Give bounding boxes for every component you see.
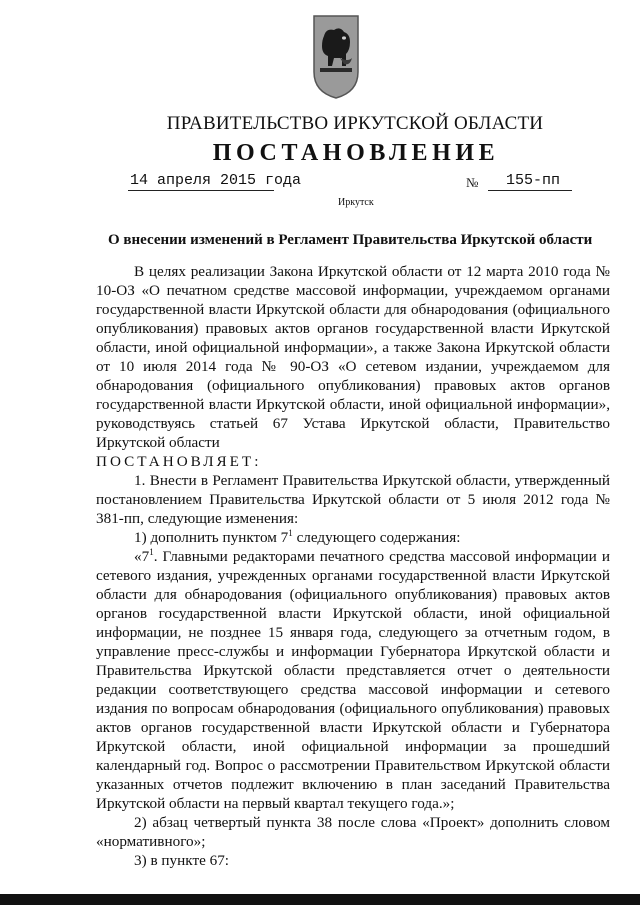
- document-number: 155-пп: [506, 172, 561, 189]
- date-underline: [128, 190, 274, 191]
- item-1-1-paragraph: [96, 528, 610, 547]
- preamble-paragraph: В целях реализации Закона Иркутской области от 12 марта 2010 года № 10-ОЗ «О печатном средстве массовой информации, учреждаемом органами государственной власти Иркутской области для обнародования (официального опубликования) правовых актов органов государственной власти Иркутской области, иной официальной информации», а также Закона Иркутской области от 10 июля 2014 года № 90-ОЗ «О сетевом издании, учреждаемом для обнародования (официального опубликования) правовых актов органов государственной власти Иркутской области, иной официальной информации», руководствуясь статьей 67 Устава Иркутской области, Правительство Иркутской области: [96, 263, 610, 451]
- item-1-1-text-end: следующего содержания:: [292, 529, 461, 546]
- number-underline: [488, 190, 572, 191]
- document-subject: О внесении изменений в Регламент Правительства Иркутской области: [108, 232, 593, 248]
- government-name: ПРАВИТЕЛЬСТВО ИРКУТСКОЙ ОБЛАСТИ: [166, 113, 544, 134]
- document-body: [96, 262, 610, 870]
- item-1-3-paragraph: 3) в пункте 67:: [134, 852, 230, 869]
- item-1-1-text: 1) дополнить пунктом 7: [134, 529, 289, 546]
- city-name: Иркутск: [338, 197, 374, 208]
- item-1-2-paragraph: 2) абзац четвертый пункта 38 после слова «Проект» дополнить словом «нормативного»;: [96, 814, 610, 850]
- number-sign: №: [466, 175, 479, 190]
- document-date: 14 апреля 2015 года: [130, 172, 302, 189]
- irkutsk-coat-of-arms-icon: [300, 14, 372, 100]
- resolves-heading: ПОСТАНОВЛЯЕТ:: [96, 453, 262, 470]
- document-type-title: ПОСТАНОВЛЕНИЕ: [212, 140, 500, 166]
- scan-bottom-edge: [0, 894, 640, 905]
- new-clause-paragraph: [96, 547, 610, 813]
- new-clause-superscript: 1: [149, 547, 154, 557]
- new-clause-number: «7: [134, 548, 150, 565]
- item-1-1-superscript: 1: [288, 528, 293, 538]
- new-clause-text: . Главными редакторами печатного средства массовой информации и сетевого издания, учрежденных органами государственной власти Иркутской области для обнародования (официального опубликования) правовых актов органов государственной власти Иркутской области, иной официальной информации, не позднее 15 января года, следующего за отчетным годом, в управление пресс-службы и информации Губернатора Иркутской области и Правительства Иркутской области представляется отчет о деятельности редакции соответствующего средства массовой информации и сетевого издания по вопросам обнародования (официального опубликования) правовых актов органов государственной власти Иркутской области и Губернатора Иркутской области, иной официальной информации за прошедший календарный год. Вопрос о рассмотрении Правительством Иркутской области указанных отчетов подлежит включению в план заседаний Правительства Иркутской области на первый квартал текущего года.»;: [96, 548, 610, 812]
- item-1-paragraph: 1. Внести в Регламент Правительства Иркутской области, утвержденный постановлением Правительства Иркутской области от 5 июля 2012 года № 381-пп, следующие изменения:: [96, 472, 610, 527]
